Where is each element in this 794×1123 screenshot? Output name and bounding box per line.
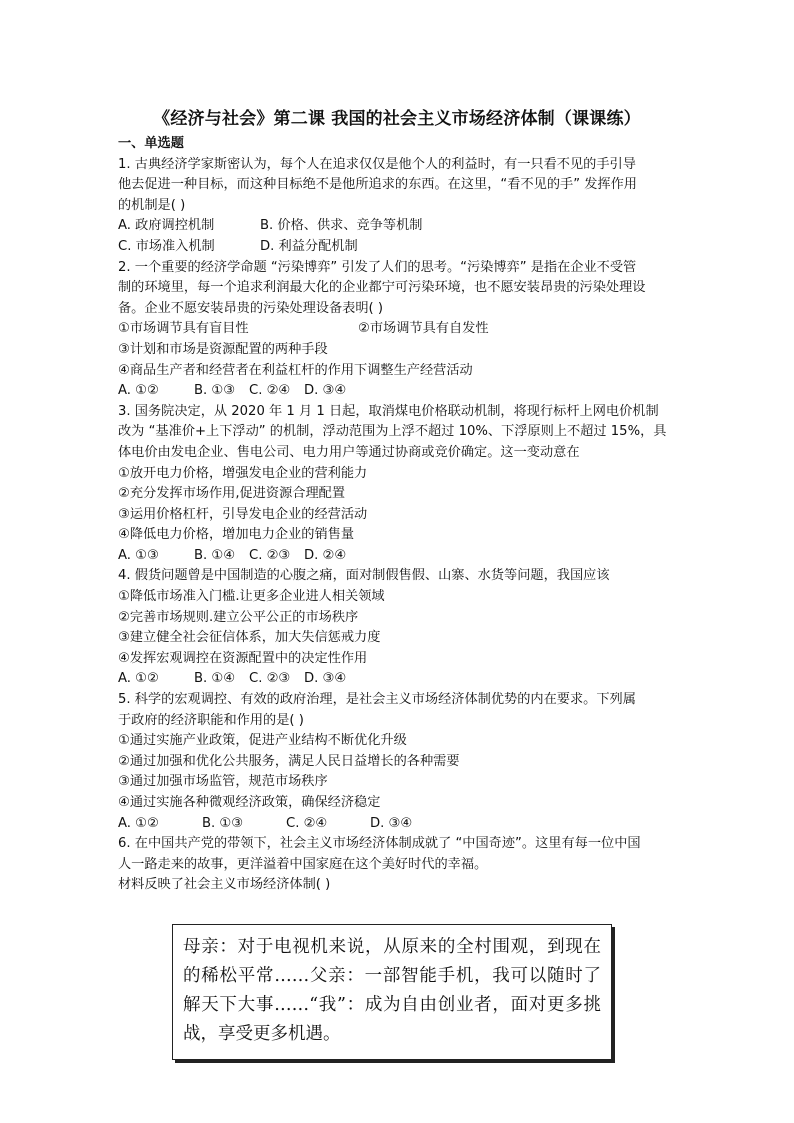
q1-line-3: 的机制是( ) bbox=[118, 197, 186, 213]
q3-statement-2: ②充分发挥市场作用,促进资源合理配置 bbox=[118, 486, 346, 502]
q1-options-row-2 bbox=[118, 237, 686, 258]
q2-option-a: A. ①② bbox=[118, 383, 159, 399]
section-heading: 一、单选题 bbox=[118, 136, 184, 151]
page-title: 《经济与社会》第二课 我国的社会主义市场经济体制（课课练） bbox=[153, 109, 641, 129]
q3-line-2: 改为 “基准价+上下浮动” 的机制，浮动范围为上浮不超过 10%、下浮原则上不超过 15%，具 bbox=[118, 424, 667, 440]
q5-line-2: 于政府的经济职能和作用的是( ) bbox=[118, 712, 304, 728]
q2-statement-4: ④商品生产者和经营者在利益杠杆的作用下调整生产经营活动 bbox=[118, 362, 473, 378]
q6-line-2: 人一路走来的故事，更洋溢着中国家庭在这个美好时代的幸福。 bbox=[118, 856, 488, 872]
q4-option-d: D. ③④ bbox=[304, 671, 347, 687]
q5-option-b: B. ①③ bbox=[202, 815, 244, 831]
question-list bbox=[118, 134, 686, 896]
q3-option-d: D. ②④ bbox=[304, 547, 347, 563]
q1-option-c: C. 市场准入机制 bbox=[118, 238, 215, 254]
q4-line-1: 4. 假货问题曾是中国制造的心腹之痛，面对制假售假、山寨、水货等问题，我国应该 bbox=[118, 568, 610, 584]
q1-line-1: 1. 古典经济学家斯密认为，每个人在追求仅仅是他个人的利益时，有一只看不见的手引导 bbox=[118, 156, 636, 172]
q1-option-b: B. 价格、供求、竞争等机制 bbox=[260, 218, 423, 234]
q5-option-c: C. ②④ bbox=[286, 815, 328, 831]
q5-line-1: 5. 科学的宏观调控、有效的政府治理，是社会主义市场经济体制优势的内在要求。下列属 bbox=[118, 692, 636, 708]
q1-line-2: 他去促进一种目标，而这种目标绝不是他所追求的东西。在这里，“看不见的手” 发挥作用 bbox=[118, 177, 637, 193]
q4-statement-3: ③建立健全社会征信体系，加大失信惩戒力度 bbox=[118, 630, 381, 646]
q5-statement-3: ③通过加强市场监管，规范市场秩序 bbox=[118, 774, 328, 790]
q2-options bbox=[118, 381, 686, 402]
q3-line-1: 3. 国务院决定，从 2020 年 1 月 1 日起，取消煤电价格联动机制，将现行标杆上网电价机制 bbox=[118, 403, 659, 419]
q6-line-1: 6. 在中国共产党的带领下，社会主义市场经济体制成就了 “中国奇迹”。这里有每一位中国 bbox=[118, 836, 641, 852]
q2-statements-row-1 bbox=[118, 319, 686, 340]
q5-statement-1: ①通过实施产业政策，促进产业结构不断优化升级 bbox=[118, 733, 407, 749]
q3-statement-3: ③运用价格杠杆，引导发电企业的经营活动 bbox=[118, 506, 368, 522]
q5-statement-2: ②通过加强和优化公共服务，满足人民日益增长的各种需要 bbox=[118, 753, 460, 769]
q2-statement-3: ③计划和市场是资源配置的两种手段 bbox=[118, 341, 328, 357]
q4-option-b: B. ①④ bbox=[194, 671, 236, 687]
q2-line-2: 制的环境里，每一个追求利润最大化的企业都宁可污染环境，也不愿安装昂贵的污染处理设 bbox=[118, 280, 646, 296]
q6-line-3: 材料反映了社会主义市场经济体制( ) bbox=[118, 877, 331, 893]
q5-option-d: D. ③④ bbox=[370, 815, 413, 831]
q2-option-b: B. ①③ bbox=[194, 383, 236, 399]
q3-options bbox=[118, 546, 686, 567]
q5-statement-4: ④通过实施各种微观经济政策，确保经济稳定 bbox=[118, 795, 381, 810]
q2-option-d: D. ③④ bbox=[304, 383, 347, 399]
q3-line-3: 体电价由发电企业、售电公司、电力用户等通过协商或竞价确定。这一变动意在 bbox=[118, 444, 580, 460]
q5-option-a: A. ①② bbox=[118, 815, 159, 831]
q4-statement-1: ①降低市场准入门槛.让更多企业进人相关领域 bbox=[118, 589, 385, 605]
q2-line-1: 2. 一个重要的经济学命题 “污染博弈” 引发了人们的思考。“污染博弈” 是指在企业不受管 bbox=[118, 259, 637, 275]
q1-option-a: A. 政府调控机制 bbox=[118, 218, 215, 234]
q1-options-row-1 bbox=[118, 216, 686, 237]
q5-options bbox=[118, 814, 686, 835]
q2-line-3: 备。企业不愿安装昂贵的污染处理设备表明( ) bbox=[118, 300, 384, 316]
q2-statement-2: ②市场调节具有自发性 bbox=[358, 321, 489, 337]
material-box: 母亲：对于电视机来说，从原来的全村围观，到现在的稀松平常……父亲：一部智能手机，我可以随时了解天下大事……“我”：成为自由创业者，面对更多挑战，享受更多机遇。 bbox=[172, 924, 612, 1060]
q1-option-d: D. 利益分配机制 bbox=[260, 238, 358, 254]
q3-option-a: A. ①③ bbox=[118, 547, 159, 563]
q4-options bbox=[118, 669, 686, 690]
q3-statement-1: ①放开电力价格，增强发电企业的营利能力 bbox=[118, 465, 368, 481]
q2-statement-1: ①市场调节具有盲目性 bbox=[118, 321, 249, 337]
q4-statement-4: ④发挥宏观调控在资源配置中的决定性作用 bbox=[118, 650, 368, 666]
q4-statement-2: ②完善市场规则.建立公平公正的市场秩序 bbox=[118, 609, 359, 625]
q3-option-b: B. ①④ bbox=[194, 547, 236, 563]
q3-option-c: C. ②③ bbox=[249, 547, 291, 563]
q2-option-c: C. ②④ bbox=[249, 383, 291, 399]
q4-option-a: A. ①② bbox=[118, 671, 159, 687]
q4-option-c: C. ②③ bbox=[249, 671, 291, 687]
q3-statement-4: ④降低电力价格，增加电力企业的销售量 bbox=[118, 527, 355, 543]
